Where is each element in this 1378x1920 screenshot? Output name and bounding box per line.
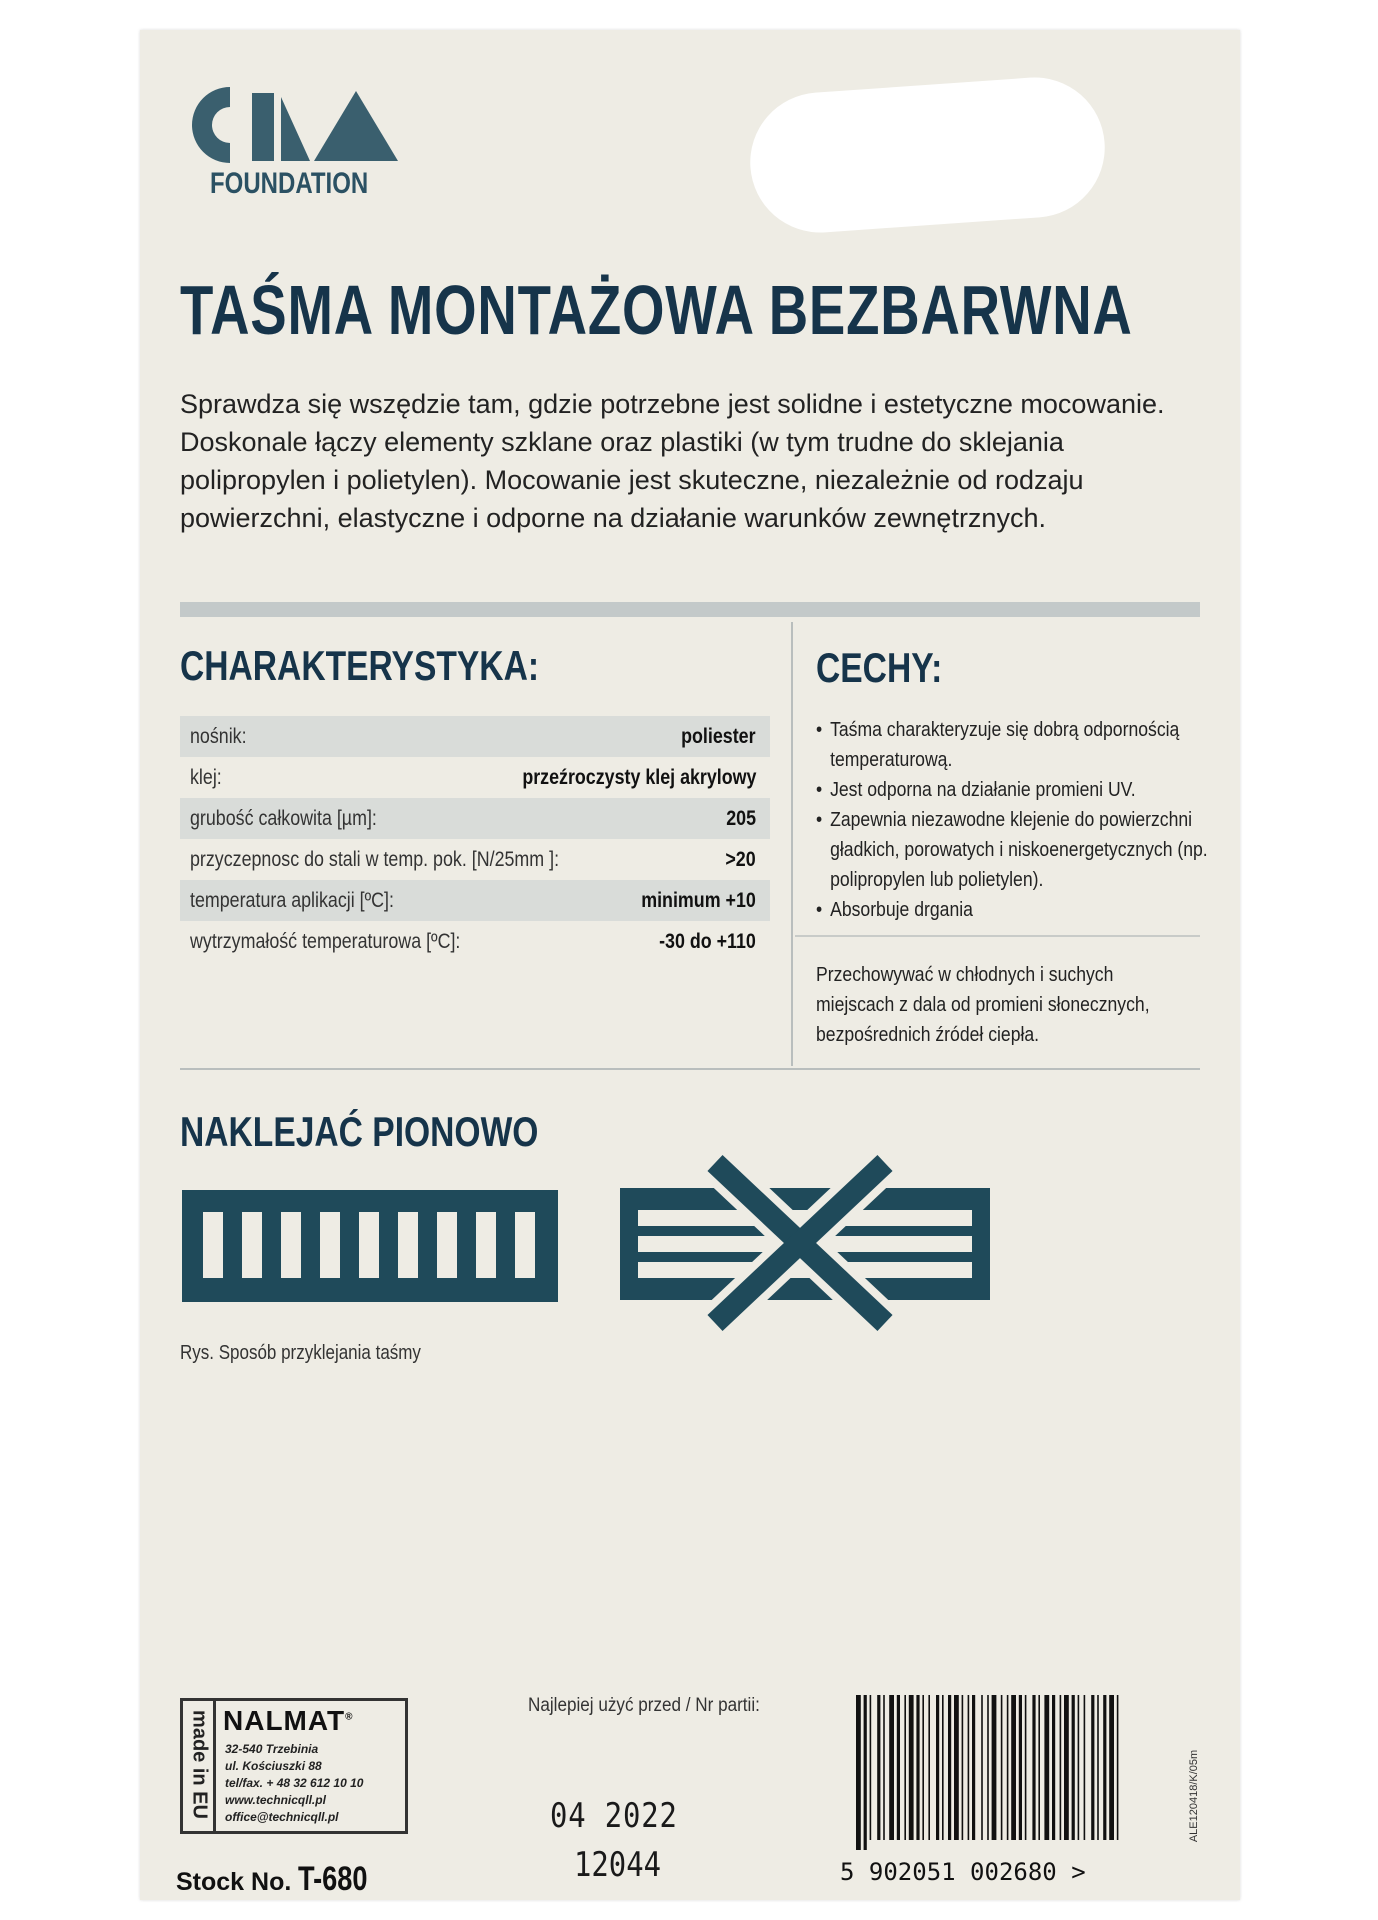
spec-value: przeźroczysty klej akrylowy (521, 765, 756, 789)
spec-label: przyczepnosc do stali w temp. pok. [N/25mm ]: (190, 847, 560, 871)
spec-label: grubość całkowita [µm]: (190, 806, 377, 830)
made-in-label: made in EU (183, 1701, 216, 1831)
barcode-number: 5 902051 002680 > (840, 1858, 1086, 1886)
spec-label: temperatura aplikacji [ºC]: (190, 888, 394, 912)
incorrect-application-illustration (620, 1148, 990, 1338)
packaging-card (140, 30, 1240, 1900)
spec-value: poliester (681, 724, 756, 748)
spec-label: nośnik: (190, 724, 247, 748)
spec-row (180, 757, 770, 798)
spec-row (180, 880, 770, 921)
spec-row (180, 798, 770, 839)
barcode-side-code: ALE120418/K/05m (1188, 1749, 1201, 1843)
best-before-label: Najlepiej użyć przed / Nr partii: (528, 1695, 760, 1716)
storage-note: Przechowywać w chłodnych i suchych miejscach z dala od promieni słonecznych, bezpośrednich źródeł ciepła. (816, 964, 1150, 1046)
manufacturer-address: 32-540 Trzebinia ul. Kościuszki 88 tel/fax. + 48 32 612 10 10 www.technicqll.pl office@technicqll.pl (225, 1742, 364, 1824)
application-heading: NAKLEJAĆ PIONOWO (180, 1108, 539, 1155)
spec-label: wytrzymałość temperaturowa [ºC]: (190, 929, 461, 953)
manufacturer-box (180, 1698, 408, 1834)
hang-hole (746, 73, 1110, 237)
correct-application-illustration (182, 1190, 558, 1302)
batch-number: 12044 (574, 1845, 662, 1885)
column-divider (791, 622, 793, 1066)
manufacturer-name: NALMAT® (223, 1705, 354, 1736)
spec-value: >20 (725, 847, 756, 871)
features-heading: CECHY: (816, 644, 943, 691)
product-title: TAŚMA MONTAŻOWA BEZBARWNA (180, 271, 1133, 349)
features-divider (795, 935, 1200, 937)
spec-row (180, 921, 770, 962)
barcode (852, 1695, 1127, 1850)
feature-item: • Absorbuje drgania (816, 895, 1208, 925)
spec-row (180, 839, 770, 880)
spec-value: 205 (726, 806, 756, 830)
illustration-caption: Rys. Sposób przyklejania taśmy (180, 1342, 421, 1364)
brand-logo (180, 85, 400, 165)
section-band (180, 602, 1200, 617)
specs-table (180, 716, 770, 962)
feature-item: • Taśma charakteryzuje się dobrą odpornością temperaturową. (816, 715, 1208, 775)
spec-label: klej: (190, 765, 222, 789)
specs-heading: CHARAKTERYSTYKA: (180, 642, 540, 689)
stock-number: Stock No. T-680 (176, 1860, 368, 1898)
section-divider (180, 1068, 1200, 1070)
feature-item: • Zapewnia niezawodne klejenie do powierzchni gładkich, porowatych i niskoenergetycznych (np. polipropylen lub polietylen). (816, 805, 1208, 895)
product-description: Sprawdza się wszędzie tam, gdzie potrzebne jest solidne i estetyczne mocowanie. Doskonale łączy elementy szklane oraz plastiki (w tym trudne do sklejania polipropylen i polietylen). Mocowanie jest skuteczne, niezależnie od rodzaju powierzchni, elastyczne i odporne na działanie warunków zewnętrznych. (180, 389, 1165, 533)
spec-value: -30 do +110 (659, 929, 756, 953)
spec-value: minimum +10 (641, 888, 756, 912)
spec-row (180, 716, 770, 757)
expiry-date: 04 2022 (550, 1796, 678, 1836)
features-list (816, 715, 1208, 925)
feature-item: • Jest odporna na działanie promieni UV. (816, 775, 1208, 805)
brand-foundation-label: FOUNDATION (210, 167, 369, 200)
